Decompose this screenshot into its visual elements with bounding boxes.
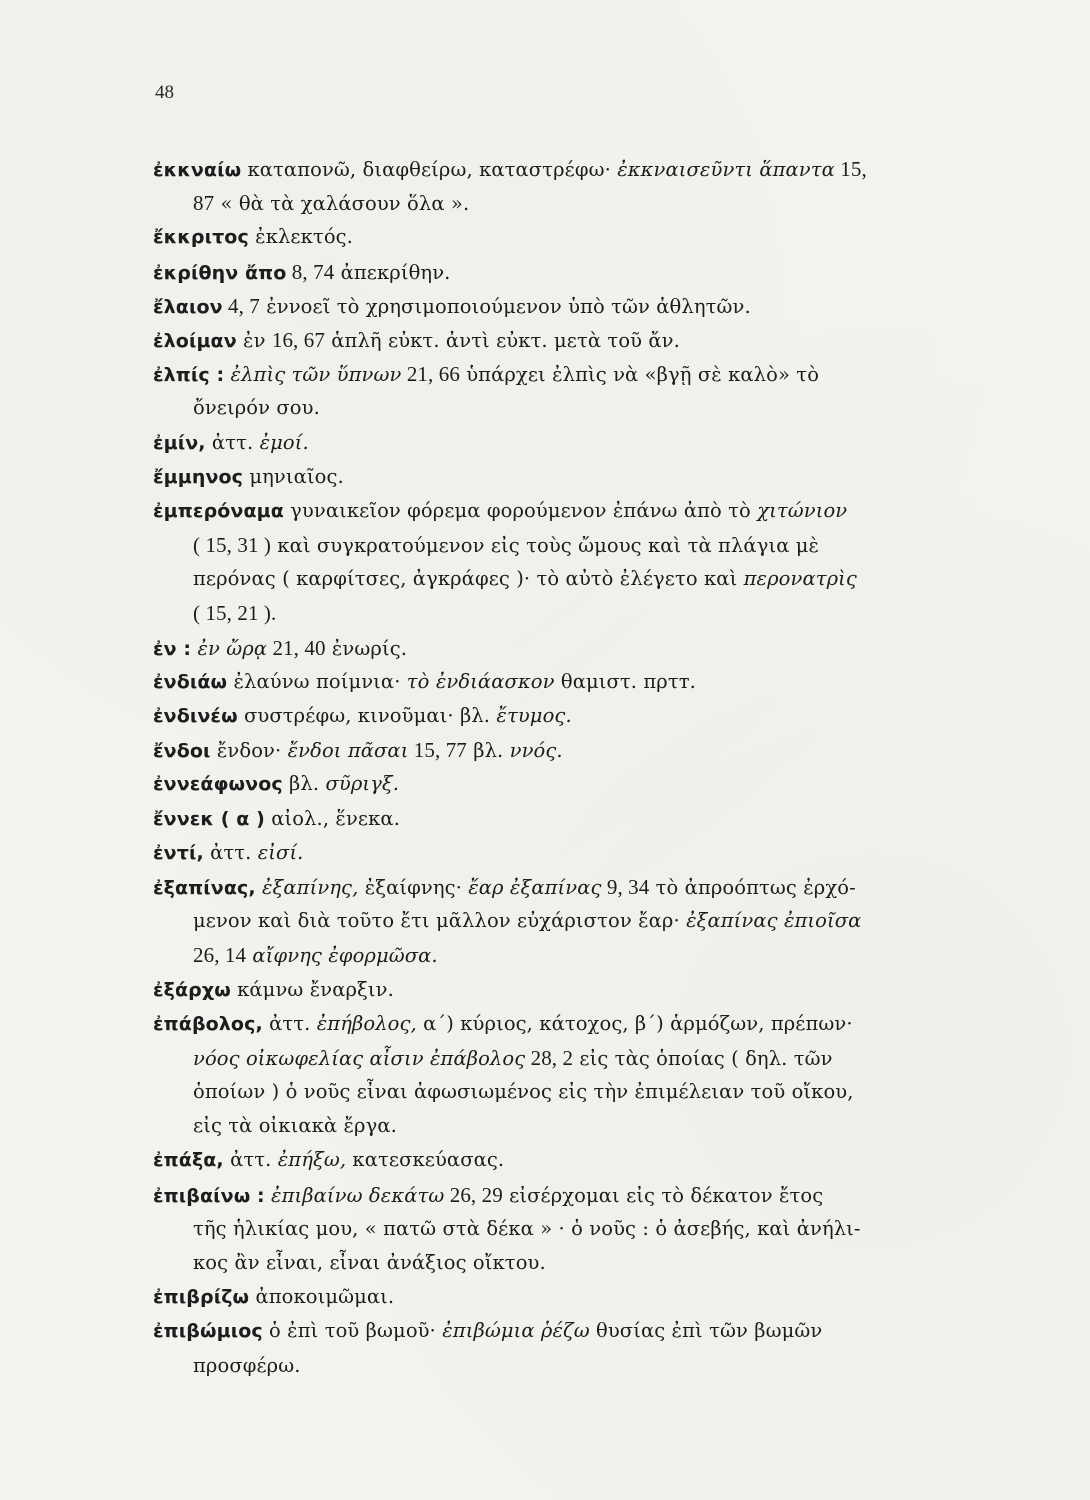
- entry-line: [153, 1143, 973, 1177]
- definition-text: ἐννοεῖ τὸ χρησιμοποιούμενον ὑπὸ τῶν ἀθλητῶν.: [259, 294, 751, 318]
- definition-text: ἐν: [236, 328, 272, 352]
- definition-text: ἀττ.: [203, 840, 258, 864]
- headword: ἐπάβολος,: [153, 1012, 263, 1035]
- reference-number: 16, 67: [271, 327, 325, 352]
- citation-text: ἐπήβολος,: [316, 1011, 417, 1035]
- headword: ἐνδινέω: [153, 705, 238, 727]
- entry-continuation-line: [153, 186, 973, 220]
- reference-number: ( 15, 31 ): [193, 533, 271, 558]
- citation-text: ἐπήξω,: [277, 1148, 347, 1172]
- entry-line: [153, 699, 973, 733]
- entry-line: [153, 631, 973, 665]
- definition-text: κάμνω ἔναρξιν.: [230, 977, 394, 1001]
- headword: ἐν :: [153, 637, 192, 660]
- definition-text: μηνιαῖος.: [243, 464, 344, 488]
- citation-text: ἐπιβαίνω δεκάτω: [271, 1183, 445, 1207]
- entry-line: [153, 323, 973, 357]
- reference-number: 28, 2: [525, 1045, 574, 1070]
- headword: ἐπιβρίζω: [153, 1286, 250, 1309]
- entry-line: [153, 289, 973, 323]
- reference-number: 21, 40: [267, 635, 326, 660]
- definition-text: ἀποκοιμῶμαι.: [249, 1285, 395, 1309]
- reference-number: 26, 29: [444, 1182, 503, 1207]
- entry-continuation-line: [153, 1212, 973, 1246]
- headword: ἐξαπίνας,: [153, 876, 256, 899]
- entry-line: [153, 1314, 973, 1348]
- page-number: 48: [155, 82, 174, 103]
- citation-text: σῦριγξ.: [325, 772, 400, 796]
- definition-text: μενον καὶ διὰ τοῦτο ἔτι μᾶλλον εὐχάριστον ἔαρ·: [193, 909, 687, 933]
- citation-text: ἔτυμος.: [496, 704, 572, 727]
- entry-line: [153, 426, 973, 460]
- entry-line: [153, 1007, 973, 1041]
- entry-line: [153, 870, 973, 904]
- entry-continuation-line: [153, 391, 973, 425]
- headword: ἔννεκ ( α ): [153, 807, 265, 830]
- definition-text: ὁποίων ) ὁ νοῦς εἶναι ἀφωσιωμένος εἰς τὴν ἐπιμέλειαν τοῦ οἴκου,: [193, 1080, 854, 1104]
- definition-text: εἰς τὰς ὁποίας ( δηλ. τῶν: [573, 1046, 833, 1070]
- definition-text: ὁ ἐπὶ τοῦ βωμοῦ·: [262, 1319, 443, 1343]
- headword: ἔνδοι: [153, 740, 211, 763]
- definition-text: κος ἂν εἶναι, εἶναι ἀνάξιος οἴκτου.: [193, 1251, 546, 1274]
- entry-continuation-line: [153, 1349, 973, 1383]
- headword: ἔκκριτος: [153, 226, 249, 249]
- citation-text: εἰσί.: [257, 840, 304, 864]
- entry-line: [153, 220, 973, 254]
- definition-text: ἐξαίφνης·: [358, 875, 469, 899]
- headword: ἐπάξα,: [153, 1149, 224, 1172]
- definition-text: θαμιστ. πρτт.: [554, 669, 696, 693]
- entry-continuation-line: [153, 528, 973, 562]
- definition-text: βλ.: [282, 772, 326, 796]
- entry-line: [153, 357, 973, 391]
- citation-text: χιτώνιον: [757, 498, 848, 522]
- citation-text: περονατρὶς: [743, 567, 857, 591]
- definition-text: καὶ συγκρατούμενον εἰς τοὺς ὤμους καὶ τὰ πλάγια μὲ: [271, 534, 820, 558]
- glossary-entries: [153, 152, 973, 1383]
- entry-line: [153, 733, 973, 767]
- entry-continuation-line: [153, 1109, 973, 1143]
- citation-text: ἐκκναισεῦντι ἅπαντα: [617, 158, 835, 181]
- definition-text: θυσίας ἐπὶ τῶν βωμῶν: [589, 1319, 823, 1343]
- entry-continuation-line: [153, 1075, 973, 1109]
- headword: ἐλπίς :: [153, 364, 225, 387]
- entry-continuation-line: [153, 596, 973, 630]
- headword: ἐμίν,: [153, 431, 206, 454]
- entry-line: [153, 973, 973, 1007]
- definition-text: ἐλαύνω ποίμνια·: [227, 669, 407, 693]
- definition-text: ἔνδον·: [210, 739, 288, 763]
- citation-text: αἴφνης ἐφορμῶσα.: [252, 944, 438, 968]
- reference-number: 26, 14: [193, 943, 247, 968]
- headword: ἐπιβώμιος: [153, 1320, 263, 1343]
- headword: ἐντί,: [153, 841, 204, 864]
- definition-text: εἰς τὰ οἰκιακὰ ἔργα.: [193, 1114, 397, 1138]
- headword: ἐκκναίω: [153, 159, 242, 181]
- definition-text: τὸ ἀπροόπτως ἐρχό-: [649, 875, 856, 899]
- entry-continuation-line: [153, 904, 973, 938]
- definition-text: κατεσκεύασας.: [346, 1148, 505, 1172]
- definition-text: ἀττ.: [262, 1011, 317, 1035]
- headword: ἐκρίθην ἄπο: [153, 261, 287, 284]
- definition-text: ἀττ.: [223, 1148, 278, 1172]
- definition-text: α΄) κύριος, κάτοχος, β΄) ἁρμόζων, πρέπων·: [416, 1011, 853, 1035]
- reference-number: 8, 74: [286, 259, 335, 284]
- entry-continuation-line: [153, 938, 973, 972]
- entry-continuation-line: [153, 1041, 973, 1075]
- entry-line: [153, 1280, 973, 1314]
- citation-text: ἐπιβώμια ῥέζω: [442, 1319, 590, 1343]
- definition-text: περόνας ( καρφίτσες, ἀγκράφες )· τὸ αὐτὸ ἐλέγετο καὶ: [193, 567, 744, 591]
- entry-continuation-line: [153, 1246, 973, 1280]
- headword: ἐλοίμαν: [153, 329, 237, 352]
- headword: ἐνδιάω: [153, 670, 228, 693]
- definition-text: ἐνωρίς.: [325, 636, 408, 660]
- entry-line: [153, 460, 973, 494]
- headword: ἐπιβαίνω :: [153, 1184, 265, 1207]
- citation-text: ἐλπὶς τῶν ὕπνων: [230, 363, 402, 387]
- entry-line: [153, 1178, 973, 1212]
- headword: ἐξάρχω: [153, 978, 231, 1001]
- definition-text: αἰολ., ἕνεκα.: [264, 806, 400, 830]
- citation-text: ἐν ὤρᾳ: [197, 636, 268, 660]
- definition-text: τῆς ἡλικίας μου, « πατῶ στὰ δέκα » · ὁ νοῦς : ὁ ἀσεβής, καὶ ἀνήλι-: [193, 1216, 861, 1240]
- reference-number: 21, 66: [401, 362, 460, 387]
- definition-text: « θὰ τὰ χαλάσουν ὅλα ».: [214, 192, 470, 216]
- entry-line: [153, 152, 973, 186]
- citation-text: ννός.: [509, 739, 563, 763]
- definition-text: εἰσέρχομαι εἰς τὸ δέκατον ἔτος: [502, 1183, 824, 1207]
- entry-line: [153, 494, 973, 528]
- definition-text: ὄνειρόν σου.: [193, 396, 320, 420]
- reference-number: 87: [193, 191, 215, 216]
- entry-line: [153, 255, 973, 289]
- entry-line: [153, 665, 973, 699]
- headword: ἐννεάφωνος: [153, 773, 283, 796]
- reference-number: 15,: [834, 157, 867, 181]
- definition-text: ἐκλεκτός.: [248, 225, 353, 249]
- headword: ἔμμηνος: [153, 465, 244, 488]
- reference-number: 9, 34: [601, 874, 650, 899]
- citation-text: ἐξαπίνας ἐπιοῖσα: [686, 909, 862, 933]
- definition-text: προσφέρω.: [193, 1353, 301, 1377]
- reference-number: 15, 77: [408, 738, 467, 763]
- citation-text: ἐμοί.: [259, 430, 309, 454]
- reference-number: 4, 7: [222, 293, 260, 318]
- definition-text: ἁπλῆ εὐκτ. ἀντὶ εὐκτ. μετὰ τοῦ ἄν.: [324, 328, 680, 352]
- definition-text: συστρέφω, κινοῦμαι· βλ.: [237, 704, 497, 727]
- headword: ἐμπερόναμα: [153, 499, 284, 522]
- entry-line: [153, 767, 973, 801]
- entry-continuation-line: [153, 562, 973, 596]
- citation-text: ἔαρ ἐξαπίνας: [468, 875, 602, 899]
- definition-text: ἀττ.: [205, 430, 260, 454]
- reference-number: ( 15, 21 ).: [193, 601, 277, 626]
- citation-text: ἐξαπίνης,: [261, 875, 359, 899]
- citation-text: ἔνδοι πᾶσαι: [287, 739, 409, 763]
- entry-line: [153, 802, 973, 836]
- citation-text: τὸ ἐνδιάασκον: [406, 669, 555, 693]
- definition-text: βλ.: [466, 739, 510, 763]
- definition-text: καταπονῶ, διαφθείρω, καταστρέφω·: [241, 158, 618, 181]
- entry-line: [153, 836, 973, 870]
- definition-text: γυναικεῖον φόρεμα φορούμενον ἐπάνω ἀπὸ τὸ: [283, 498, 758, 522]
- headword: ἔλαιον: [153, 295, 223, 318]
- definition-text: ὑπάρχει ἐλπὶς νὰ «βγῇ σὲ καλὸ» τὸ: [459, 363, 820, 387]
- definition-text: ἀπεκρίθην.: [334, 260, 451, 284]
- citation-text: νόος οἰκωφελίας αἶσιν ἐπάβολος: [193, 1046, 526, 1070]
